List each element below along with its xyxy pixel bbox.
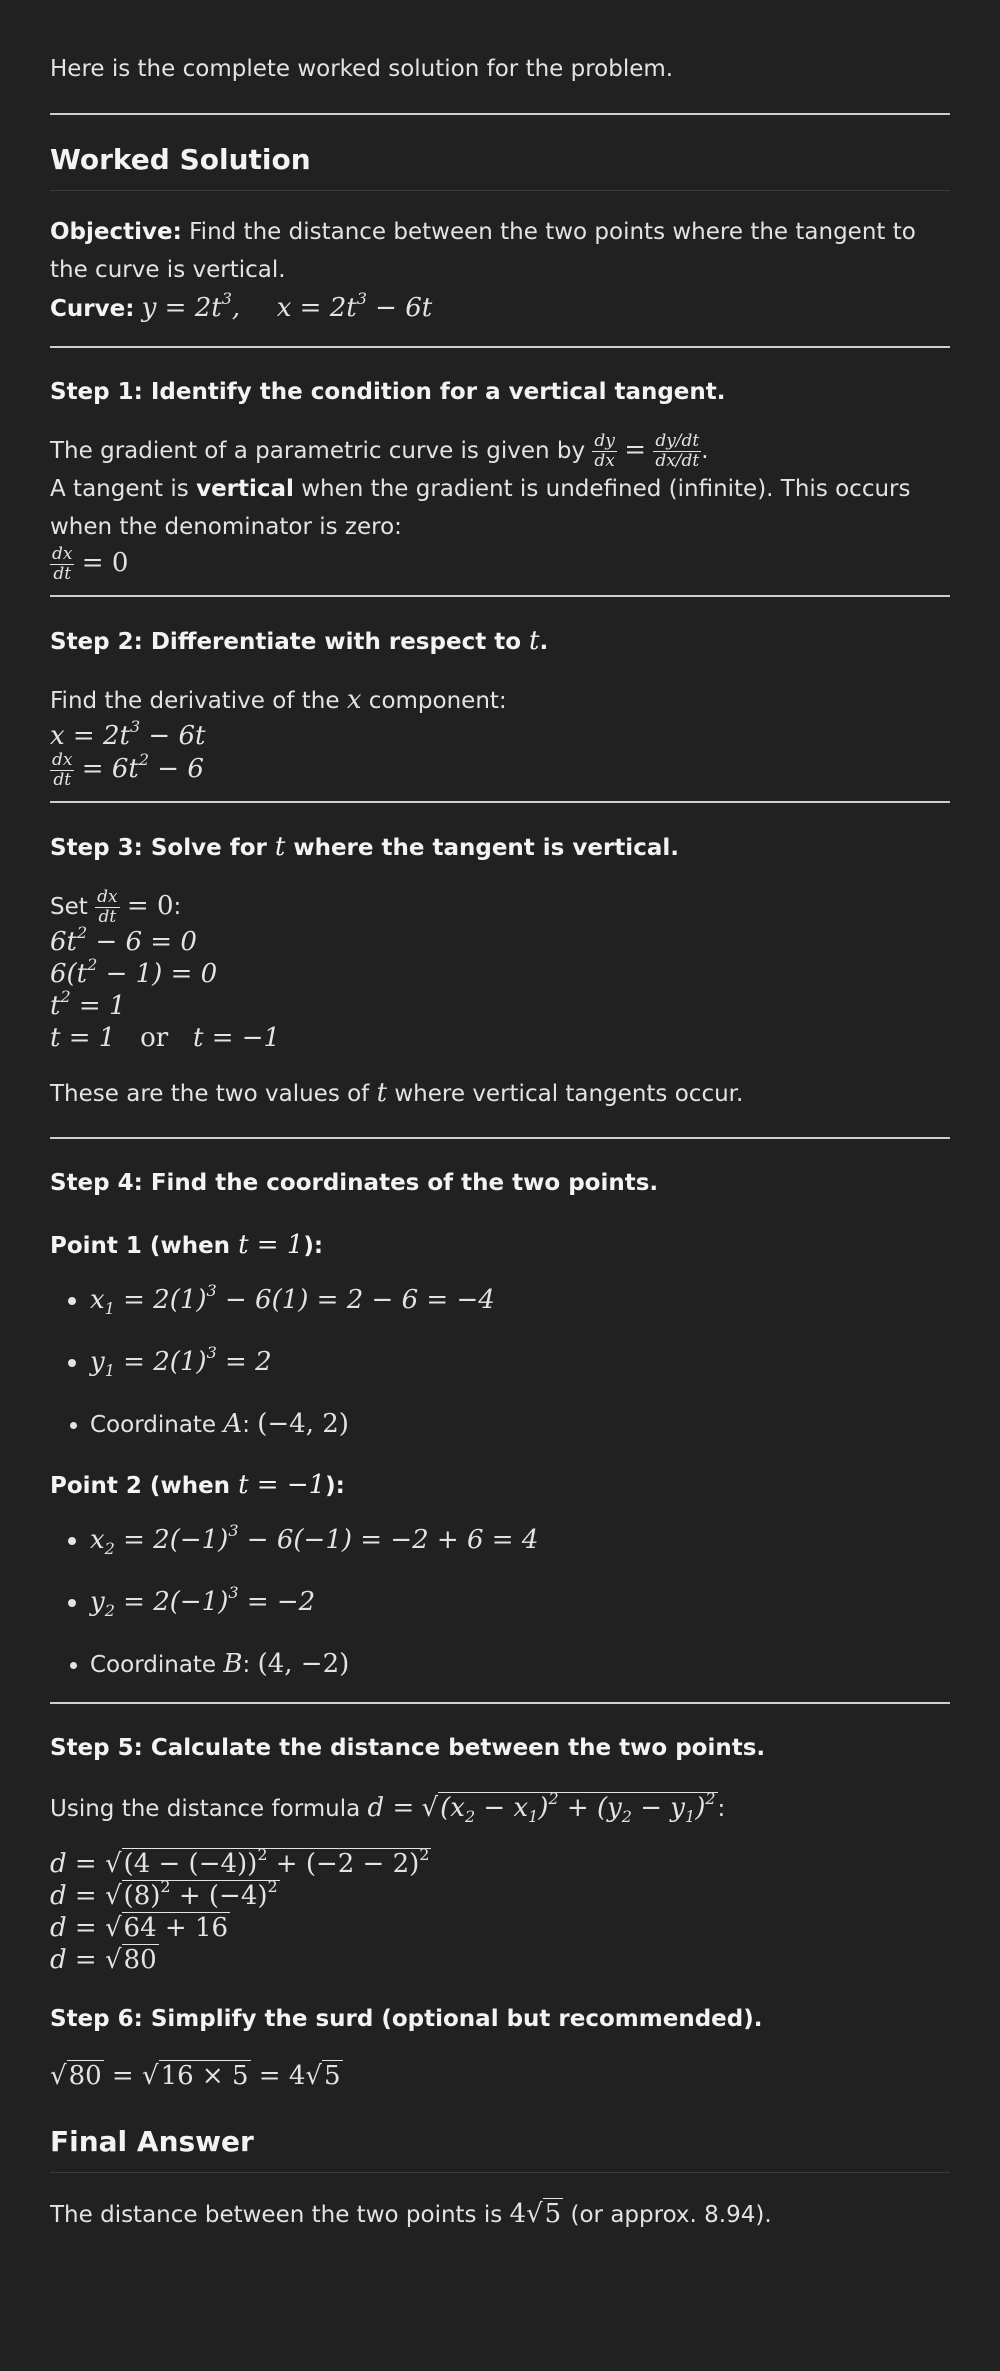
step5-eq4: d = √80 (50, 1945, 157, 1975)
step3-conclusion: These are the two values of t where vertical tangents occur. (50, 1078, 744, 1108)
step2-text: Find the derivative of the x component: (50, 685, 507, 715)
divider (50, 595, 950, 597)
point1-list (50, 1281, 950, 1444)
final-underline (50, 2172, 950, 2173)
step3-eq1: $6t^2 - 6 = 0$ (50, 923, 197, 957)
step5-eq3: d = √64 + 16 (50, 1913, 229, 1943)
divider (50, 801, 950, 803)
dy-dx-fraction: $\frac{dy}{dx}$ (594, 431, 615, 471)
step1-condition: $\frac{dx}{dt}$ = 0 (52, 544, 129, 584)
list-item: • $x_1 = 2(1)^3 - 6(1) = 2 - 6 = -4$ (90, 1281, 950, 1319)
step1-text1: The gradient of a parametric curve is given by $\frac{dy}{dx}$ = $\frac{dy/dt}{dx/dt}$ . (50, 431, 709, 471)
list-item: • $x_2 = 2(-1)^3 - 6(-1) = -2 + 6 = 4$ (90, 1521, 950, 1559)
divider (50, 1702, 950, 1704)
final-heading: Final Answer (50, 2125, 254, 2158)
curve-y-eq: $y = 2t^3$, (141, 289, 241, 323)
intro-text: Here is the complete worked solution for the problem. (50, 56, 674, 82)
divider (50, 113, 950, 115)
step3-eq3: $t^2 = 1$ (50, 987, 126, 1021)
final-text: The distance between the two points is 4√5 (or approx. 8.94). (50, 2199, 772, 2229)
step5-eq2: $d = √(8)^2 + (-4)^2$ (50, 1877, 278, 1911)
step5-eq1: $d = √(4 - (-4))^2 + (-2 - 2)^2$ (50, 1845, 430, 1879)
divider (50, 1137, 950, 1139)
step2-title: Step 2: Differentiate with respect to t. (50, 626, 549, 656)
step3-eq2: $6(t^2 - 1) = 0$ (50, 955, 218, 989)
step3-title: Step 3: Solve for t where the tangent is vertical. (50, 832, 679, 862)
page-title: Worked Solution (50, 143, 311, 176)
objective-label: Objective: (50, 219, 182, 245)
step2-eq2: $\frac{dx}{dt}$ = $6t^2 - 6$ (52, 750, 204, 790)
divider (50, 346, 950, 348)
list-item: • $y_2 = 2(-1)^3 = -2$ (90, 1583, 950, 1621)
step1-title: Step 1: Identify the condition for a vertical tangent. (50, 379, 726, 405)
curve-label: Curve: (50, 296, 135, 322)
list-item: • Coordinate B: (4, −2) (90, 1645, 950, 1684)
objective-text: Find the distance between the two points where the tangent to the curve is vertical. (50, 219, 916, 283)
curve (50, 289, 950, 328)
step5-text: Using the distance formula $d = √(x_2 - x_1)^2 + (y_2 - y_1)^2$: (50, 1789, 726, 1827)
point2-label: Point 2 (when t = −1): (50, 1470, 345, 1500)
dy-dt-over-dx-dt-fraction: $\frac{dy/dt}{dx/dt}$ (655, 431, 700, 471)
curve-x-eq: $x = 2t^3 - 6t$ (276, 289, 433, 323)
title-underline (50, 190, 950, 191)
step3-eq4: t = 1 or t = −1 (50, 1023, 281, 1053)
step6-eq: √80 = √16 × 5 = 4√5 (50, 2061, 341, 2091)
point1-label: Point 1 (when t = 1): (50, 1230, 324, 1260)
step3-set: Set $\frac{dx}{dt}$ = 0: (50, 887, 182, 927)
step6-title: Step 6: Simplify the surd (optional but recommended). (50, 2006, 763, 2032)
step4-title: Step 4: Find the coordinates of the two points. (50, 1170, 659, 1196)
step5-title: Step 5: Calculate the distance between the two points. (50, 1735, 766, 1761)
point2-list (50, 1521, 950, 1684)
step2-eq1: $x = 2t^3 - 6t$ (50, 717, 206, 751)
objective (50, 213, 950, 289)
list-item: • $y_1 = 2(1)^3 = 2$ (90, 1343, 950, 1381)
list-item: • Coordinate A: (−4, 2) (90, 1405, 950, 1444)
step1-text2: A tangent is vertical when the gradient is undefined (infinite). This occurs when the denominator is zero: (50, 476, 911, 540)
